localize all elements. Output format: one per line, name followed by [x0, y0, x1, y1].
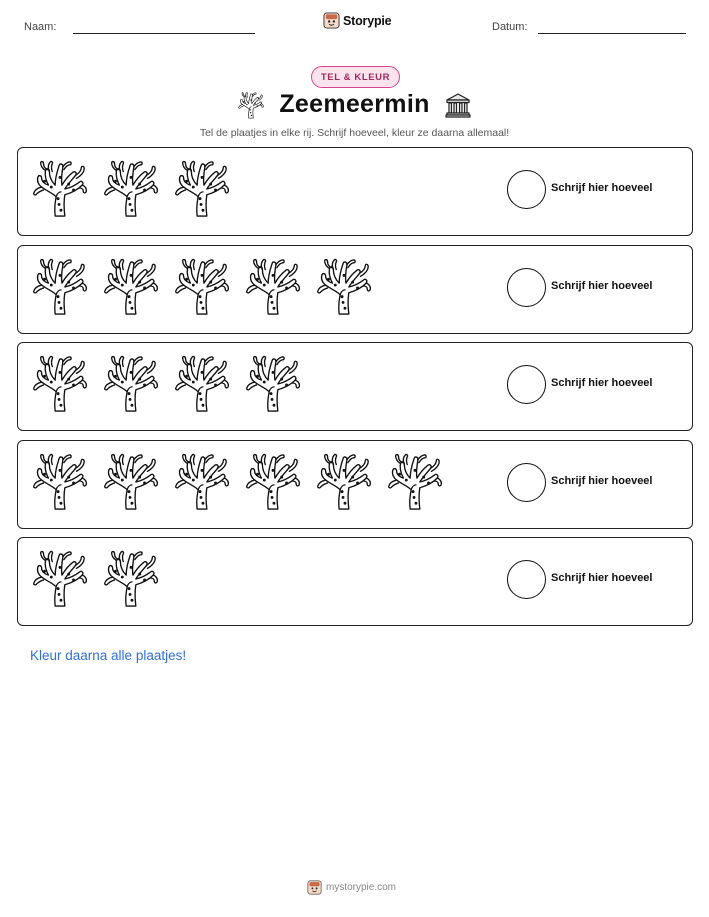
name-field-line[interactable]: [73, 33, 255, 34]
picture-set: [31, 158, 231, 218]
answer-label: Schrijf hier hoeveel: [551, 182, 653, 194]
picture-set: [31, 451, 444, 511]
answer-label: Schrijf hier hoeveel: [551, 279, 653, 292]
title-row: [0, 90, 709, 119]
brand-logo: [323, 12, 391, 29]
answer-circle[interactable]: [507, 463, 546, 502]
coral-icon: [31, 548, 89, 608]
coral-icon: [102, 451, 160, 511]
counting-row: [17, 342, 693, 431]
answer-circle[interactable]: [507, 268, 546, 307]
counting-row: [17, 537, 693, 626]
coral-icon: [173, 256, 231, 316]
picture-set: [31, 353, 302, 413]
coral-icon: [102, 256, 160, 316]
coral-icon: [31, 158, 89, 218]
coral-icon: [315, 451, 373, 511]
answer-circle[interactable]: [507, 365, 546, 404]
coral-icon: [237, 91, 265, 119]
answer-label: Schrijf hier hoeveel: [551, 572, 653, 584]
coral-icon: [31, 353, 89, 413]
temple-icon: [444, 91, 472, 119]
answer-circle[interactable]: [507, 170, 546, 209]
counting-rows: [17, 147, 693, 635]
answer-label: Schrijf hier hoeveel: [551, 377, 653, 389]
coral-icon: [102, 548, 160, 608]
instructions: Tel de plaatjes in elke rij. Schrijf hoeveel, kleur ze daarna allemaal!: [199, 127, 510, 139]
coral-icon: [173, 353, 231, 413]
coloring-note: Kleur daarna alle plaatjes!: [30, 648, 187, 663]
counting-row: [17, 147, 693, 236]
coral-icon: [386, 451, 444, 511]
coral-icon: [244, 256, 302, 316]
storypie-mascot-icon: [307, 880, 322, 895]
storypie-mascot-icon: [323, 12, 340, 29]
activity-badge: TEL & KLEUR: [311, 66, 400, 88]
footer: [307, 880, 396, 895]
brand-name: Storypie: [343, 13, 392, 28]
coral-icon: [31, 256, 89, 316]
answer-circle[interactable]: [507, 560, 546, 599]
date-field-line[interactable]: [538, 33, 686, 34]
name-label: Naam:: [24, 21, 57, 33]
coral-icon: [102, 158, 160, 218]
picture-set: [31, 256, 373, 316]
answer-label: Schrijf hier hoeveel: [551, 474, 653, 487]
coral-icon: [173, 451, 231, 511]
page-title: Zeemeermin: [279, 90, 430, 118]
coral-icon: [244, 451, 302, 511]
counting-row: [17, 440, 693, 529]
picture-set: [31, 548, 160, 608]
coral-icon: [31, 451, 89, 511]
coral-icon: [315, 256, 373, 316]
coral-icon: [102, 353, 160, 413]
coral-icon: [173, 158, 231, 218]
coral-icon: [244, 353, 302, 413]
date-label: Datum:: [492, 21, 528, 33]
counting-row: [17, 245, 693, 334]
footer-url: mystorypie.com: [326, 882, 397, 893]
